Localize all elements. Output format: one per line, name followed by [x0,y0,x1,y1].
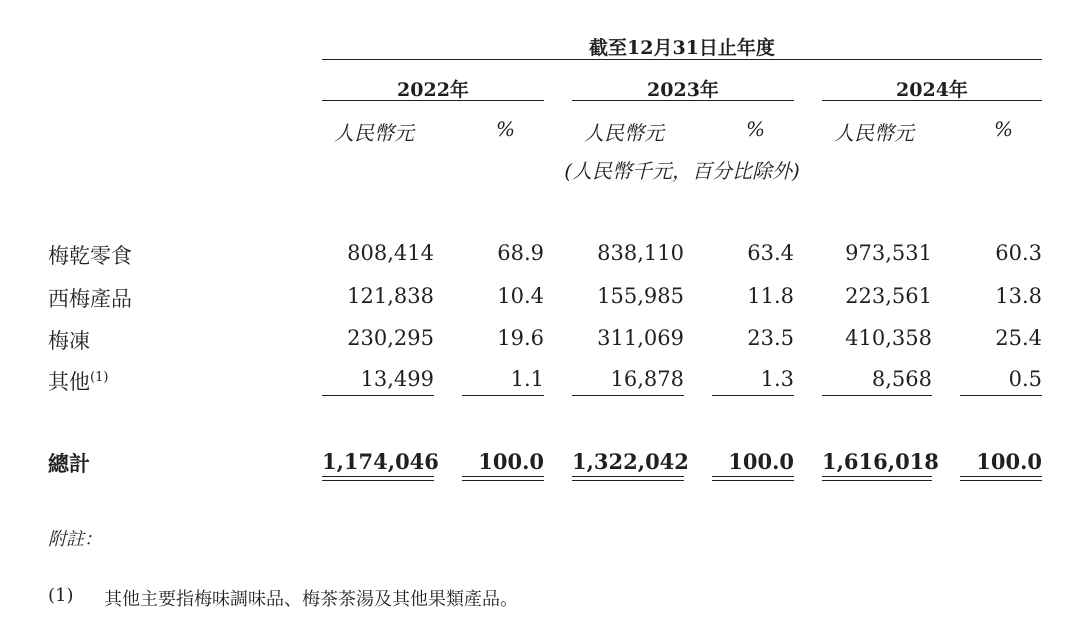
unit-note: (人民幣千元，百分比除外) [564,159,800,183]
cell-amount-2024: 8,568 [871,367,932,391]
cell-pct-2022: 19.6 [497,326,544,350]
row-label [48,366,108,396]
cell-pct-2024: 0.5 [1008,367,1042,391]
pct-subheader-2023: % [746,117,766,141]
cell-pct-2022: 68.9 [497,241,544,265]
subtotal-rule [462,395,544,396]
total-amount-2024: 1,616,018 [822,449,939,474]
amount-subheader-2022: 人民幣元 [334,121,414,145]
amount-subheader-2023: 人民幣元 [584,121,664,145]
total-pct-2023: 100.0 [728,449,794,474]
cell-pct-2024: 25.4 [995,326,1042,350]
total-double-rule [960,476,1042,481]
total-label: 總計 [48,451,90,476]
footnote-marker: (1) [90,370,109,385]
cell-amount-2024: 410,358 [845,326,932,350]
pct-subheader-2024: % [994,117,1014,141]
year-header-2024: 2024年 [896,79,968,101]
cell-amount-2022: 121,838 [347,284,434,308]
row-label: 西梅產品 [48,287,132,311]
year-header-2022: 2022年 [397,79,469,101]
header-rule [322,59,1042,60]
cell-amount-2022: 230,295 [347,326,434,350]
cell-pct-2024: 13.8 [995,284,1042,308]
subtotal-rule [712,395,794,396]
year-rule-2022 [322,100,544,101]
cell-amount-2023: 155,985 [597,284,684,308]
cell-pct-2023: 23.5 [747,326,794,350]
year-header-2023: 2023年 [647,79,719,101]
cell-amount-2024: 223,561 [845,284,932,308]
cell-pct-2024: 60.3 [995,241,1042,265]
total-double-rule [322,476,434,481]
notes-heading: 附註： [48,529,102,550]
footnote-text: 其他主要指梅味調味品、梅茶茶湯及其他果類產品。 [104,589,518,610]
cell-pct-2023: 11.8 [747,284,794,308]
cell-amount-2023: 838,110 [597,241,684,265]
cell-amount-2022: 13,499 [360,367,434,391]
cell-pct-2023: 63.4 [747,241,794,265]
row-label-text: 其他 [48,370,90,394]
row-label: 梅乾零食 [48,244,132,268]
amount-subheader-2024: 人民幣元 [834,121,914,145]
cell-pct-2022: 10.4 [497,284,544,308]
subtotal-rule [822,395,932,396]
footnote-number: (1) [48,585,74,606]
period-header: 截至12月31日止年度 [589,37,775,59]
cell-amount-2023: 16,878 [610,367,684,391]
total-amount-2023: 1,322,042 [572,449,689,474]
cell-amount-2024: 973,531 [845,241,932,265]
subtotal-rule [960,395,1042,396]
total-double-rule [712,476,794,481]
cell-amount-2023: 311,069 [597,326,684,350]
total-pct-2024: 100.0 [976,449,1042,474]
total-double-rule [462,476,544,481]
total-pct-2022: 100.0 [478,449,544,474]
cell-pct-2023: 1.3 [760,367,794,391]
row-label: 梅凍 [48,329,90,353]
cell-amount-2022: 808,414 [347,241,434,265]
cell-pct-2022: 1.1 [510,367,544,391]
pct-subheader-2022: % [496,117,516,141]
year-rule-2023 [572,100,794,101]
total-amount-2022: 1,174,046 [322,449,439,474]
total-double-rule [822,476,932,481]
subtotal-rule [322,395,434,396]
year-rule-2024 [822,100,1042,101]
subtotal-rule [572,395,684,396]
total-double-rule [572,476,684,481]
